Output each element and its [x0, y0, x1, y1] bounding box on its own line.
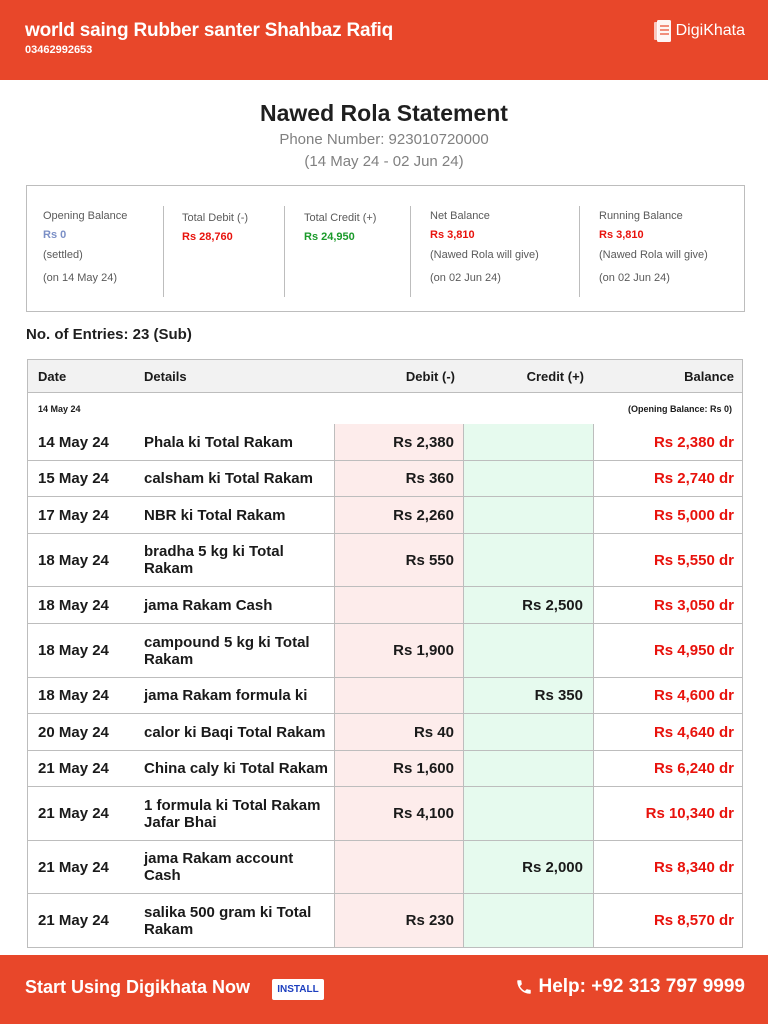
row-debit — [335, 587, 464, 623]
row-balance: Rs 4,950 dr — [653, 642, 734, 659]
net-balance-value: Rs 3,810 — [430, 229, 475, 241]
table-row — [28, 533, 742, 586]
row-details: 1 formula ki Total Rakam Jafar Bhai — [136, 787, 335, 840]
row-credit — [464, 424, 594, 460]
row-credit — [464, 714, 594, 750]
row-debit: Rs 360 — [335, 461, 464, 496]
row-date: 21 May 24 — [38, 760, 109, 777]
running-balance-note: (Nawed Rola will give) — [599, 249, 708, 261]
entries-count: No. of Entries: 23 (Sub) — [26, 326, 192, 343]
row-debit: Rs 40 — [335, 714, 464, 750]
total-debit-value: Rs 28,760 — [182, 231, 233, 243]
brand-name: DigiKhata — [675, 22, 745, 39]
phone-icon — [515, 978, 533, 996]
divider — [163, 206, 164, 297]
total-debit-col — [182, 186, 282, 311]
total-debit-label: Total Debit (-) — [182, 212, 249, 224]
table-row — [28, 840, 742, 893]
cta-text: Start Using Digikhata Now — [25, 977, 251, 997]
row-balance: Rs 8,570 dr — [653, 912, 734, 929]
row-credit — [464, 787, 594, 840]
row-date: 18 May 24 — [38, 596, 109, 614]
header-debit: Debit (-) — [405, 368, 455, 384]
row-details: campound 5 kg ki Total Rakam — [136, 624, 335, 677]
total-credit-label: Total Credit (+) — [304, 212, 377, 224]
row-debit: Rs 1,600 — [335, 751, 464, 786]
table-row — [28, 496, 742, 533]
row-date: 15 May 24 — [38, 470, 109, 487]
row-balance: Rs 2,380 dr — [653, 433, 734, 451]
row-debit — [335, 841, 464, 893]
total-credit-col — [304, 186, 404, 311]
row-credit: Rs 350 — [464, 678, 594, 713]
running-balance-value: Rs 3,810 — [599, 229, 644, 241]
running-balance-col — [599, 186, 739, 311]
row-balance: Rs 5,000 dr — [653, 506, 734, 524]
row-credit — [464, 534, 594, 586]
header-date: Date — [38, 368, 67, 384]
row-balance: Rs 2,740 dr — [653, 470, 734, 487]
opening-balance-col — [43, 186, 163, 311]
row-details: bradha 5 kg ki Total Rakam — [136, 534, 335, 586]
opening-row-text: (Opening Balance: Rs 0) — [627, 403, 732, 414]
net-balance-date: (on 02 Jun 24) — [430, 272, 501, 284]
row-date: 21 May 24 — [38, 858, 109, 876]
row-balance: Rs 3,050 dr — [653, 596, 734, 614]
row-debit: Rs 230 — [335, 894, 464, 947]
row-credit: Rs 2,000 — [464, 841, 594, 893]
total-credit-value: Rs 24,950 — [304, 231, 355, 243]
row-balance: Rs 6,240 dr — [653, 760, 734, 777]
row-debit: Rs 2,260 — [335, 497, 464, 533]
row-date: 17 May 24 — [38, 506, 109, 524]
row-credit — [464, 751, 594, 786]
header-balance: Balance — [684, 368, 734, 384]
opening-row-date: 14 May 24 — [38, 403, 81, 414]
running-balance-date: (on 02 Jun 24) — [599, 272, 670, 284]
row-details: calor ki Baqi Total Rakam — [136, 714, 335, 750]
row-debit: Rs 550 — [335, 534, 464, 586]
divider — [284, 206, 285, 297]
statement-title: Nawed Rola Statement — [260, 100, 508, 126]
row-credit — [464, 497, 594, 533]
row-credit: Rs 2,500 — [464, 587, 594, 623]
header-details: Details — [144, 368, 187, 384]
net-balance-label: Net Balance — [430, 210, 490, 222]
running-balance-label: Running Balance — [599, 210, 683, 222]
help-line[interactable] — [515, 976, 745, 998]
opening-balance-value: Rs 0 — [43, 229, 67, 241]
business-phone: 03462992653 — [25, 44, 93, 56]
table-row — [28, 713, 742, 750]
table-row — [28, 623, 742, 677]
page-header — [0, 0, 768, 80]
table-row — [28, 460, 742, 496]
digikhata-logo-icon — [654, 20, 671, 42]
opening-balance-row — [28, 392, 742, 424]
row-details: jama Rakam Cash — [136, 587, 335, 623]
row-date: 18 May 24 — [38, 551, 109, 569]
table-row — [28, 586, 742, 623]
row-date: 18 May 24 — [38, 687, 109, 704]
row-balance: Rs 4,600 dr — [653, 687, 734, 704]
header-credit: Credit (+) — [526, 368, 584, 384]
table-row — [28, 677, 742, 713]
table-header — [28, 360, 742, 392]
statement-phone: Phone Number: 923010720000 — [279, 131, 489, 148]
brand-logo — [654, 20, 745, 42]
statement-table — [27, 359, 743, 948]
row-balance: Rs 8,340 dr — [653, 858, 734, 876]
row-date: 21 May 24 — [38, 912, 109, 929]
summary-box — [26, 185, 745, 312]
row-date: 18 May 24 — [38, 642, 109, 659]
row-debit: Rs 2,380 — [335, 424, 464, 460]
row-date: 20 May 24 — [38, 723, 109, 741]
row-date: 21 May 24 — [38, 805, 109, 822]
row-credit — [464, 461, 594, 496]
row-details: China caly ki Total Rakam — [136, 751, 335, 786]
row-details: calsham ki Total Rakam — [136, 461, 335, 496]
row-debit — [335, 678, 464, 713]
install-button[interactable]: INSTALL — [272, 979, 324, 1000]
row-debit: Rs 4,100 — [335, 787, 464, 840]
row-balance: Rs 5,550 dr — [653, 551, 734, 569]
row-date: 14 May 24 — [38, 433, 109, 451]
statement-date-range: (14 May 24 - 02 Jun 24) — [304, 153, 464, 170]
table-row — [28, 750, 742, 786]
net-balance-note: (Nawed Rola will give) — [430, 249, 539, 261]
divider — [579, 206, 580, 297]
row-details: Phala ki Total Rakam — [136, 424, 335, 460]
row-credit — [464, 894, 594, 947]
net-balance-col — [430, 186, 580, 311]
row-details: jama Rakam account Cash — [136, 841, 335, 893]
row-balance: Rs 10,340 dr — [645, 805, 734, 822]
business-name: world saing Rubber santer Shahbaz Rafiq — [25, 20, 394, 41]
row-details: NBR ki Total Rakam — [136, 497, 335, 533]
table-row — [28, 424, 742, 460]
table-row — [28, 786, 742, 840]
opening-balance-date: (on 14 May 24) — [43, 272, 117, 284]
divider — [410, 206, 411, 297]
row-details: salika 500 gram ki Total Rakam — [136, 894, 335, 947]
opening-balance-label: Opening Balance — [43, 210, 128, 222]
opening-balance-note: (settled) — [43, 249, 83, 261]
row-details: jama Rakam formula ki — [136, 678, 335, 713]
row-credit — [464, 624, 594, 677]
row-debit: Rs 1,900 — [335, 624, 464, 677]
table-row — [28, 893, 742, 947]
page-footer — [0, 955, 768, 1024]
row-balance: Rs 4,640 dr — [653, 723, 734, 741]
help-phone: Help: +92 313 797 9999 — [538, 976, 745, 997]
